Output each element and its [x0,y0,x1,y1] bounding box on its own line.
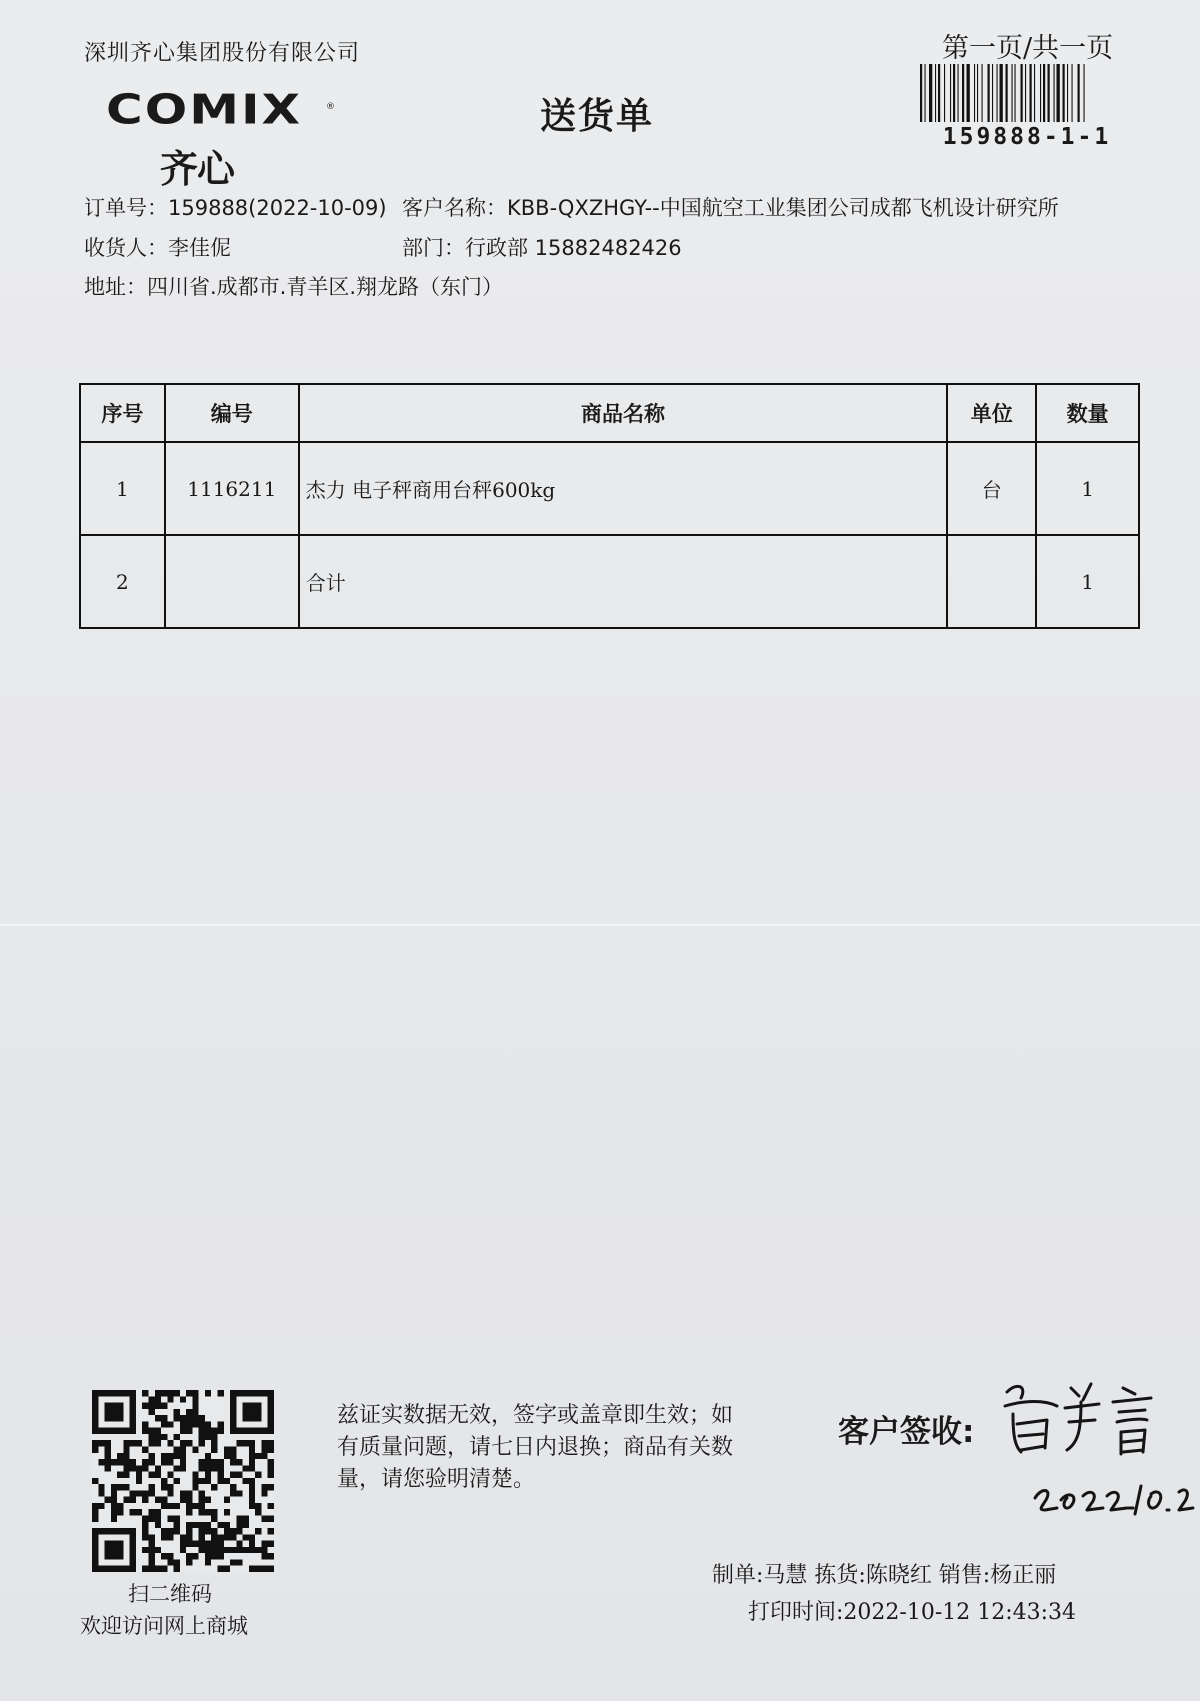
col-header-index: 序号 [80,384,165,442]
table-row [80,442,1139,535]
items-table [79,383,1140,629]
notice-text: 兹证实数据无效，签字或盖章即生效；如有质量问题，请七日内退换；商品有关数量，请您验明清楚。 [337,1403,734,1492]
qr-caption-scan: 扫二维码 [128,1582,212,1606]
department-phone: 部门：行政部 15882482426 [402,236,682,260]
cell-code [165,535,299,628]
col-header-product: 商品名称 [299,384,948,442]
cell-qty: 1 [1036,442,1139,535]
cell-code: 1116211 [165,442,299,535]
handwritten-signature [995,1376,1195,1526]
registered-mark: ® [326,102,335,112]
page-indicator: 第一页/共一页 [942,33,1114,64]
cell-index: 2 [80,535,165,628]
barcode-number: 159888-1-1 [942,124,1112,150]
staff-line: 制单:马慧 拣货:陈晓红 销售:杨正丽 [712,1563,1057,1588]
cell-unit [947,535,1036,628]
delivery-address: 地址：四川省.成都市.青羊区.翔龙路（东门） [84,275,504,299]
customer-sign-label: 客户签收: [838,1414,975,1450]
col-header-unit: 单位 [947,384,1036,442]
qr-caption-mall: 欢迎访问网上商城 [80,1614,248,1638]
barcode-image [918,64,1136,122]
col-header-qty: 数量 [1036,384,1139,442]
col-header-code: 编号 [165,384,299,442]
document-title: 送货单 [540,96,655,137]
cell-qty: 1 [1036,535,1139,628]
cell-index: 1 [80,442,165,535]
cell-product: 合计 [299,535,948,628]
company-name: 深圳齐心集团股份有限公司 [84,41,361,66]
comix-logo-chinese: 齐心 [160,147,235,191]
print-time: 打印时间:2022-10-12 12:43:34 [748,1600,1077,1625]
qr-code-image [92,1390,274,1572]
paper-fold-line [0,924,1200,926]
comix-logo-text: COMIX [106,86,303,134]
cell-unit: 台 [947,442,1036,535]
order-number: 订单号：159888(2022-10-09) [84,196,387,220]
table-header-row [80,384,1139,442]
customer-name: 客户名称：KBB-QXZHGY--中国航空工业集团公司成都飞机设计研究所 [402,196,1059,220]
cell-product: 杰力 电子秤商用台秤600kg [299,442,948,535]
table-row [80,535,1139,628]
receiver-name: 收货人：李佳伲 [84,236,231,260]
